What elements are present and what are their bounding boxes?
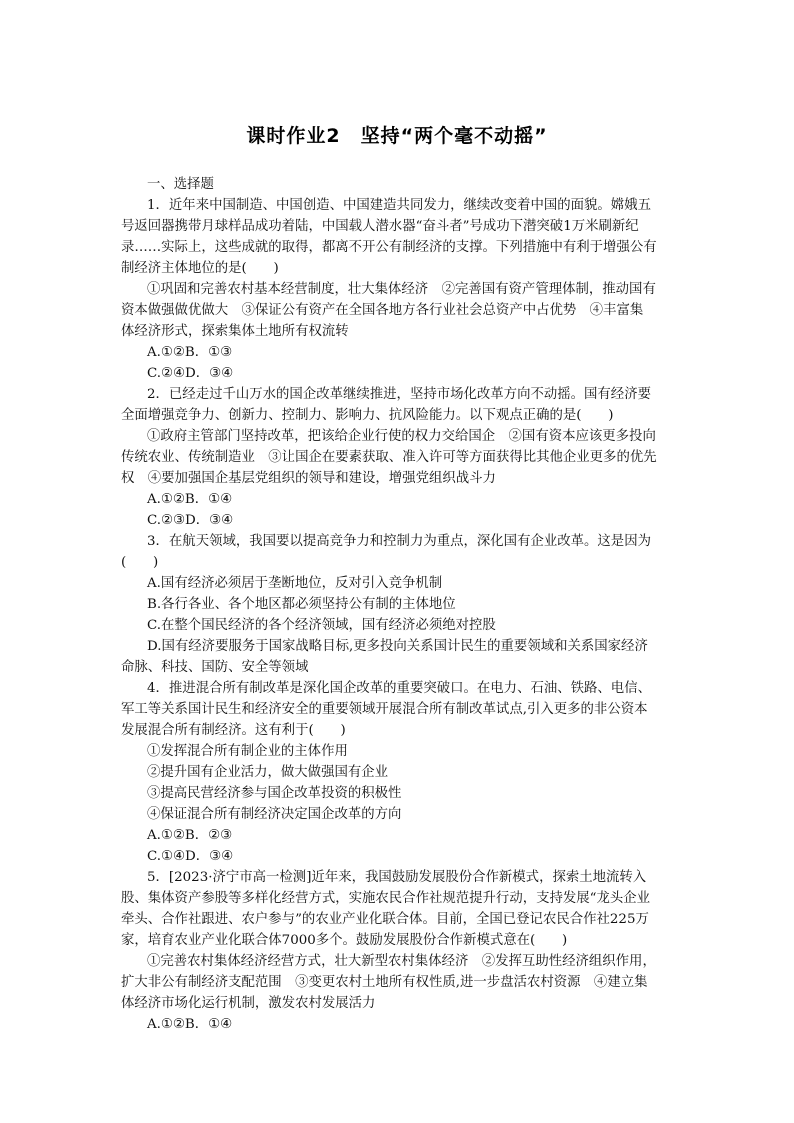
- statement-line: 体经济市场化运行机制，激发农村发展活力: [121, 996, 376, 1011]
- statement-line: 传统农业、传统制造业 ③让国企在要素获取、准入许可等方面获得比其他企业更多的优先: [121, 450, 657, 465]
- statement-line: ④保证混合所有制经济决定国企改革的方向: [147, 807, 402, 822]
- question-stem-line: 号返回器携带月球样品成功着陆，中国载人潜水器“奋斗者”号成功下潜突破1万米刷新纪: [121, 219, 639, 234]
- statement-line: 扩大非公有制经济支配范围 ③变更农村土地所有权性质,进一步盘活农村资源 ④建立集: [121, 975, 648, 990]
- question-stem-line: 5．[2023·济宁市高一检测]近年来，我国鼓励发展股份合作新模式，探索土地流转入: [147, 870, 647, 885]
- answer-options: C.②③D．③④: [147, 513, 234, 528]
- question-stem-line: 制经济主体地位的是( ): [121, 261, 279, 276]
- question-stem-line: 家，培育农业产业化联合体7000多个。鼓励发展股份合作新模式意在( ): [121, 933, 568, 948]
- statement-line: 资本做强做优做大 ③保证公有资产在全国各地方各行业社会总资产中占优势 ④丰富集: [121, 303, 644, 318]
- statement-line: 权 ④要加强国企基层党组织的领导和建设，增强党组织战斗力: [121, 471, 496, 486]
- answer-options: A.①②B．①③: [147, 345, 233, 360]
- answer-option: A.国有经济必须居于垄断地位，反对引入竞争机制: [147, 576, 443, 591]
- statement-line: ①完善农村集体经济经营方式，壮大新型农村集体经济 ②发挥互助性经济组织作用，: [147, 954, 656, 969]
- question-stem-line: 2．已经走过千山万水的国企改革继续推进，坚持市场化改革方向不动摇。国有经济要: [147, 387, 651, 402]
- question-stem-line: 4．推进混合所有制改革是深化国企改革的重要突破口。在电力、石油、铁路、电信、: [147, 681, 651, 696]
- statement-line: ①政府主管部门坚持改革，把该给企业行使的权力交给国企 ②国有资本应该更多投向: [147, 429, 656, 444]
- question-stem-line: 1．近年来中国制造、中国创造、中国建造共同发力，继续改变着中国的面貌。嫦娥五: [147, 198, 651, 213]
- question-stem-line: 牵头、合作社跟进、农户参与”的农业产业化联合体。目前，全国已登记农民合作社225万: [121, 912, 649, 927]
- answer-options: C.①④D．③④: [147, 849, 234, 864]
- answer-option: C.在整个国民经济的各个经济领域，国有经济必须绝对控股: [147, 618, 496, 633]
- question-stem-line: 3．在航天领域，我国要以提高竞争力和控制力为重点，深化国有企业改革。这是因为: [147, 534, 651, 549]
- question-stem-line: 发展混合所有制经济。这有利于( ): [121, 723, 346, 738]
- statement-line: ②提升国有企业活力，做大做强国有企业: [147, 765, 389, 780]
- statement-line: ①巩固和完善农村基本经营制度，壮大集体经济 ②完善国有资产管理体制，推动国有: [147, 282, 656, 297]
- answer-option-continued: 命脉、科技、国防、安全等领域: [121, 660, 309, 675]
- question-stem-line: 军工等关系国计民生和经济安全的重要领域开展混合所有制改革试点,引入更多的非公资本: [121, 702, 648, 717]
- question-stem-line: 股、集体资产参股等多样化经营方式，实施农民合作社规范提升行动，支持发展“龙头企业: [121, 891, 651, 906]
- page-title: 课时作业2 坚持“两个毫不动摇”: [246, 125, 548, 147]
- question-stem-line: 录……实际上，这些成就的取得，都离不开公有制经济的支撑。下列措施中有利于增强公有: [121, 240, 657, 255]
- answer-options: C.②④D．③④: [147, 366, 234, 381]
- statement-line: ①发挥混合所有制企业的主体作用: [147, 744, 348, 759]
- answer-options: A.①②B．①④: [147, 492, 233, 507]
- answer-option: B.各行各业、各个地区都必须坚持公有制的主体地位: [147, 597, 456, 612]
- question-stem-line: ( ): [121, 555, 159, 570]
- answer-options: A.①②B．①④: [147, 1017, 233, 1032]
- question-stem-line: 全面增强竞争力、创新力、控制力、影响力、抗风险能力。以下观点正确的是( ): [121, 408, 614, 423]
- statement-line: ③提高民营经济参与国企改革投资的积极性: [147, 786, 402, 801]
- section-heading: 一、选择题: [147, 177, 214, 192]
- answer-option: D.国有经济要服务于国家战略目标,更多投向关系国计民生的重要领域和关系国家经济: [147, 639, 648, 654]
- statement-line: 体经济形式，探索集体土地所有权流转: [121, 324, 349, 339]
- answer-options: A.①②B．②③: [147, 828, 233, 843]
